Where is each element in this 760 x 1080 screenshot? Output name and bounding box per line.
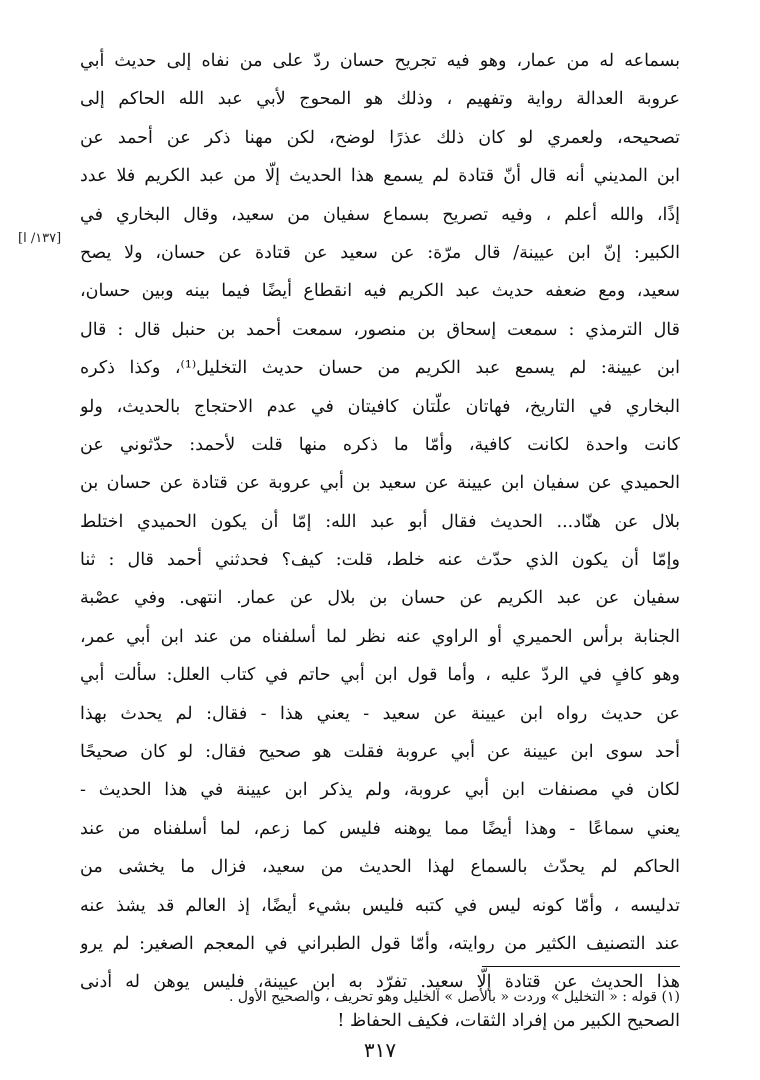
text-line: وهو كافٍ في الردّ عليه ، وأما قول ابن أبي حاتم في كتاب العلل: سألت أبي xyxy=(80,665,680,686)
text-line: يعني سماعًا - وهذا أيضًا مما يوهنه فليس كما زعم، لما أسلفناه من عند xyxy=(80,818,680,839)
text-line: وإمّا أن يكون الذي حدّث عنه خلط، قلت: كيف؟ فحدثني أحمد قال : ثنا xyxy=(80,550,680,571)
text-line: عن حديث رواه ابن عيينة عن سعيد - يعني هذا - فقال: لم يحدث بهذا xyxy=(80,703,680,724)
margin-folio-reference: [١٣٧/ ا] xyxy=(18,231,62,246)
text-line: الصحيح الكبير من إفراد الثقات، فكيف الحفاظ ! xyxy=(337,1010,680,1031)
page-number: ٣١٧ xyxy=(363,1038,397,1062)
text-line: البخاري في التاريخ، فهاتان علّتان كافيتان في عدم الاحتجاج بالحديث، ولو xyxy=(80,396,680,417)
text-line: قال الترمذي : سمعت إسحاق بن منصور، سمعت أحمد بن حنبل قال : قال xyxy=(80,319,680,340)
footnote: (١) قوله : « التخليل » وردت « بالأصل » الخليل وهو تحريف ، والصحيح الأول . xyxy=(229,989,680,1005)
text-line: أحد سوى ابن عيينة عن أبي عروبة فقلت هو صحيح فقال: لو كان صحيحًا xyxy=(80,742,680,763)
main-text-block xyxy=(80,42,680,1040)
text-line: إذًا، والله أعلم ، وفيه تصريح بسماع سفيان من سعيد، وقال البخاري في xyxy=(80,204,680,225)
footnote-separator-line xyxy=(482,966,680,967)
text-line: عروبة العدالة رواية وتفهيم ، وذلك هو المحوج لأبي عبد الله الحاكم إلى xyxy=(80,89,680,110)
text-line: لكان في مصنفات ابن أبي عروبة، ولم يذكر ابن عيينة في هذا الحديث - xyxy=(80,780,680,801)
text-line: كانت واحدة لكانت كافية، وأمّا ما ذكره منها قلت لأحمد: حدّثوني عن xyxy=(80,434,680,455)
text-line: تدليسه ، وأمّا كونه ليس في كتبه فليس بشيء أيضًا، إذ العالم قد يشذ عنه xyxy=(80,895,680,916)
text-line: ابن عيينة: لم يسمع عبد الكريم من حسان حديث التخليل⁽¹⁾، وكذا ذكره xyxy=(80,358,680,379)
text-line: سفيان عن عبد الكريم عن حسان بن بلال عن عمار. انتهى. وفي عصْبة xyxy=(80,588,680,609)
text-line: هذا الحديث عن قتادة إلّا سعيد. تفرّد به ابن عيينة، فليس يوهن له أدنى xyxy=(80,972,680,993)
text-line: الحميدي عن سفيان ابن عيينة عن سعيد بن أبي عروبة عن قتادة عن حسان بن xyxy=(80,473,680,494)
text-line: الكبير: إنّ ابن عيينة/ قال مرّة: عن سعيد عن قتادة عن حسان، ولا يصح xyxy=(80,242,680,263)
text-line: الحاكم لم يحدّث بالسماع لهذا الحديث من سعيد، فزال ما يخشى من xyxy=(80,857,680,878)
text-line: سعيد، ومع ضعفه حديث عبد الكريم فيه انقطاع أيضًا فيما بينه وبين حسان، xyxy=(80,281,680,302)
text-line: بسماعه له من عمار، وهو فيه تجريح حسان ردّ على من نفاه إلى حديث أبي xyxy=(80,51,680,71)
text-line: ابن المديني أنه قال أنّ قتادة لم يسمع هذا الحديث إلّا من عبد الكريم فلا عدد xyxy=(80,166,680,187)
text-line: تصحيحه، ولعمري لو كان ذلك عذرًا لوضح، لكن مهنا ذكر عن أحمد عن xyxy=(80,127,680,148)
text-line: عند التصنيف الكثير من روايته، وأمّا قول الطبراني في المعجم الصغير: لم يرو xyxy=(80,933,680,954)
text-line: بلال عن هنّاد... الحديث فقال أبو عبد الله: إمّا أن يكون الحميدي اختلط xyxy=(80,511,680,532)
text-line: الجنابة برأس الحميري أو الراوي عنه نظر لما أسلفناه من عند ابن أبي عمر، xyxy=(80,626,680,647)
